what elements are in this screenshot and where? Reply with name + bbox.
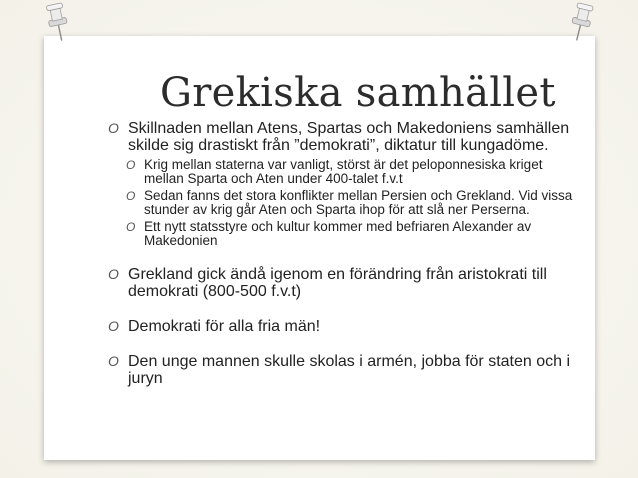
bullet-marker-icon: O	[126, 158, 136, 172]
sub-bullet-item	[108, 220, 578, 248]
bullet-marker-icon: O	[126, 189, 136, 203]
bullet-item	[108, 120, 578, 154]
bullet-marker-icon: O	[108, 318, 119, 334]
sub-bullet-text: Sedan fanns det stora konflikter mellan Persien och Grekland. Vid vissa stunder av krig går Aten och Sparta ihop för att slå ner Perserna.	[144, 188, 573, 217]
bullet-text: Grekland gick ändå igenom en förändring från aristokrati till demokrati (800-500 f.v.t)	[128, 266, 547, 300]
bullet-text: Skillnaden mellan Atens, Spartas och Makedoniens samhällen skilde sig drastiskt från ”demokrati”, diktatur till kungadöme.	[128, 120, 570, 154]
bullet-item	[108, 353, 578, 387]
bullet-marker-icon: O	[108, 353, 119, 369]
bullet-marker-icon: O	[108, 266, 119, 282]
bullet-list	[108, 120, 578, 387]
bullet-marker-icon: O	[126, 220, 136, 234]
bullet-item	[108, 318, 578, 335]
bullet-text: Den unge mannen skulle skolas i armén, jobba för staten och i juryn	[128, 353, 571, 387]
sub-bullet-item	[108, 189, 578, 217]
sub-bullet-text: Krig mellan staterna var vanligt, störst är det peloponnesiska kriget mellan Sparta och Aten under 400-talet f.v.t	[144, 157, 543, 186]
slide-title: Grekiska samhället	[160, 70, 556, 116]
sub-bullet-item	[108, 158, 578, 186]
bullet-item	[108, 266, 578, 300]
bullet-text: Demokrati för alla fria män!	[128, 318, 321, 335]
bullet-marker-icon: O	[108, 120, 119, 136]
sub-bullet-text: Ett nytt statsstyre och kultur kommer med befriaren Alexander av Makedonien	[144, 219, 532, 248]
